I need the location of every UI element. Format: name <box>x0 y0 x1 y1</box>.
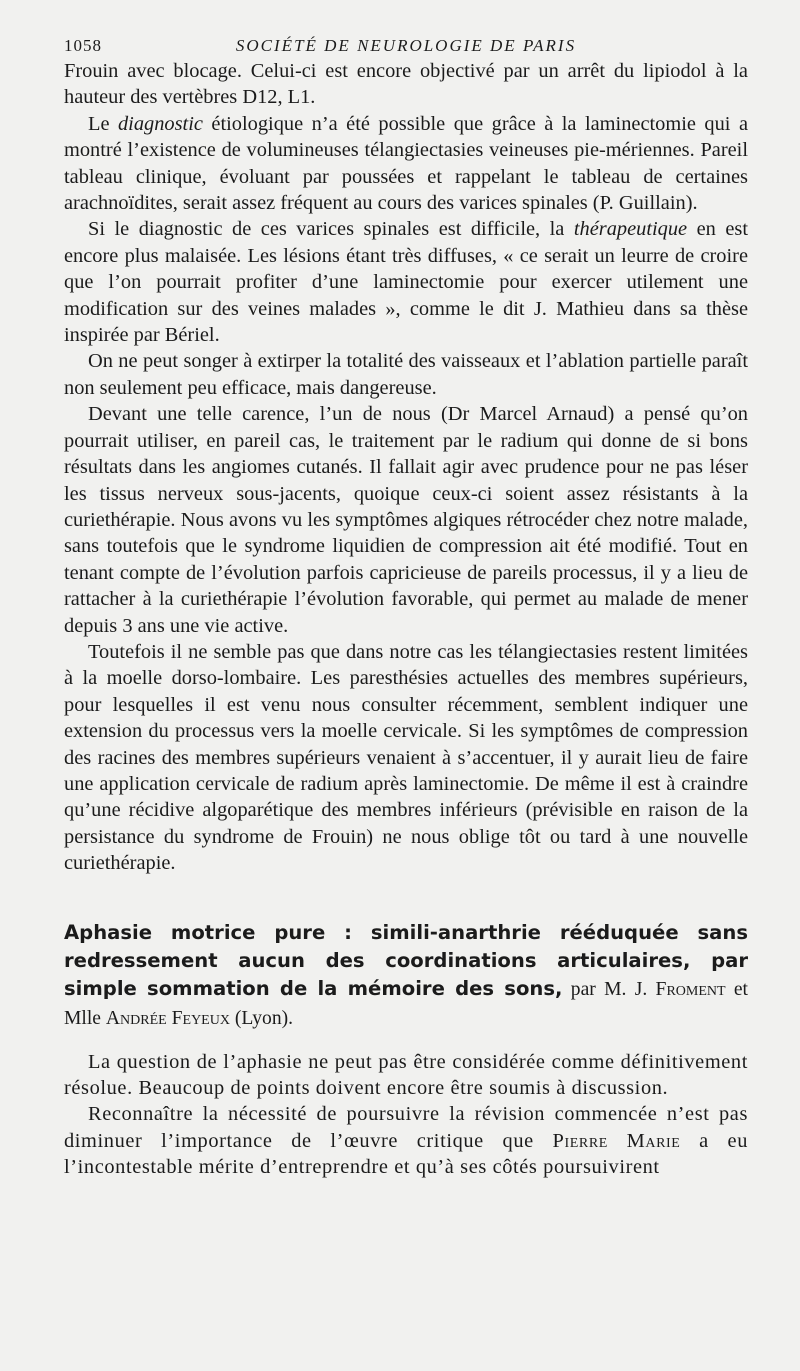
second-article-body <box>64 1049 748 1181</box>
paragraph-2-text-b: étiologique n’a été possible que grâce à la laminectomie qui a montré l’existence de volumineuses télangiectasies veineuses pie-mériennes. Pareil tableau clinique, évoluant par poussées et rappelant le tableau de certaines arachnoïdites, serait assez fréquent au cours des varices spinales (P. Guillain). <box>64 112 748 215</box>
second-paragraph-1: La question de l’aphasie ne peut pas être considérée comme définitivement résolue. Beaucoup de points doivent encore être soumis à discussion. <box>64 1050 748 1099</box>
first-article-body <box>64 58 748 877</box>
paragraph-2-emphasis: diagnostic <box>117 112 203 135</box>
paragraph-3-text-a: Si le diagnostic de ces varices spinales est difficile, la <box>88 218 574 241</box>
second-paragraph-2-text-a: Reconnaître la nécessité de poursuivre la révision commencée n’est pas diminuer l’importance de l’œuvre critique que <box>64 1103 748 1152</box>
second-paragraph-2 <box>64 1101 748 1180</box>
article-title-text: Aphasie motrice pure : simili-anarthrie rééduquée sans redressement aucun des coordinations articulaires, par simple sommation de la mémoire des sons, <box>64 920 748 1000</box>
byline-mid: et Mlle <box>64 978 748 1029</box>
paragraph-6: Toutefois il ne semble pas que dans notre cas les télangiectasies restent limitées à la moelle dorso-lombaire. Les paresthésies actuelles des membres supérieurs, pour lesquelles il est venu nous consulter récemment, semblent indiquer une extension du processus vers la moelle cervicale. Si les symptômes de compression des racines des membres supérieurs venaient à s’accentuer, il y aurait lieu de faire une application cervicale de radium après laminectomie. De même il est à craindre qu’une récidive algoparétique des membres inférieurs (prévisible en raison de la persistance du syndrome de Frouin) ne nous oblige tôt ou tard à une nouvelle curiethérapie. <box>64 640 748 875</box>
paragraph-3 <box>64 216 748 348</box>
paragraph-5: Devant une telle carence, l’un de nous (Dr Marcel Arnaud) a pensé qu’on pourrait utiliser, en pareil cas, le traitement par le radium qui donne de si bons résultats dans les angiomes cutanés. Il fallait agir avec prudence pour ne pas léser les tissus nerveux sous-jacents, quoique ceux-ci soient assez résistants à la curiethérapie. Nous avons vu les symptômes algiques rétrocéder chez notre malade, sans toutefois que le syndrome liquidien de compression ait été modifié. Tout en tenant compte de l’évolution parfois capricieuse de pareils processus, il y a lieu de rattacher à la curiethérapie l’évolution favorable, qui permet au malade de mener depuis 3 ans une vie active. <box>64 403 748 637</box>
paragraph-3-emphasis: thérapeutique <box>573 218 688 241</box>
author-feyeux: Andrée Feyeux <box>105 1007 230 1029</box>
paragraph-3-text-b: en est encore plus malaisée. Les lésions étant très diffuses, « ce serait un leurre de croire que l’on pourrait profiter d’une laminectomie pour exercer utilement une modification sur des veines malades », comme le dit J. Mathieu dans sa thèse inspirée par Bériel. <box>64 218 748 347</box>
paragraph-1: Frouin avec blocage. Celui-ci est encore objectivé par un arrêt du lipiodol à la hauteur des vertèbres D12, L1. <box>64 60 748 109</box>
running-header <box>64 28 748 58</box>
byline-post: (Lyon). <box>229 1007 294 1029</box>
paragraph-2 <box>64 111 748 217</box>
name-pierre-marie: Pierre Marie <box>552 1129 681 1152</box>
paragraph-4: On ne peut songer à extirper la totalité des vaisseaux et l’ablation partielle paraît non seulement peu efficace, mais dangereuse. <box>64 350 748 399</box>
second-article-title <box>64 919 748 1033</box>
page-number: 1058 <box>64 36 102 55</box>
paragraph-2-text-a: Le <box>88 112 118 135</box>
byline-pre: par M. J. <box>562 978 656 1000</box>
running-title: SOCIÉTÉ DE NEUROLOGIE DE PARIS <box>235 36 577 55</box>
author-froment: Froment <box>655 978 726 1000</box>
second-paragraph-2-text-b: a eu l’incontestable mérite d’entreprendre et qu’à ses côtés poursuivirent <box>64 1129 748 1179</box>
